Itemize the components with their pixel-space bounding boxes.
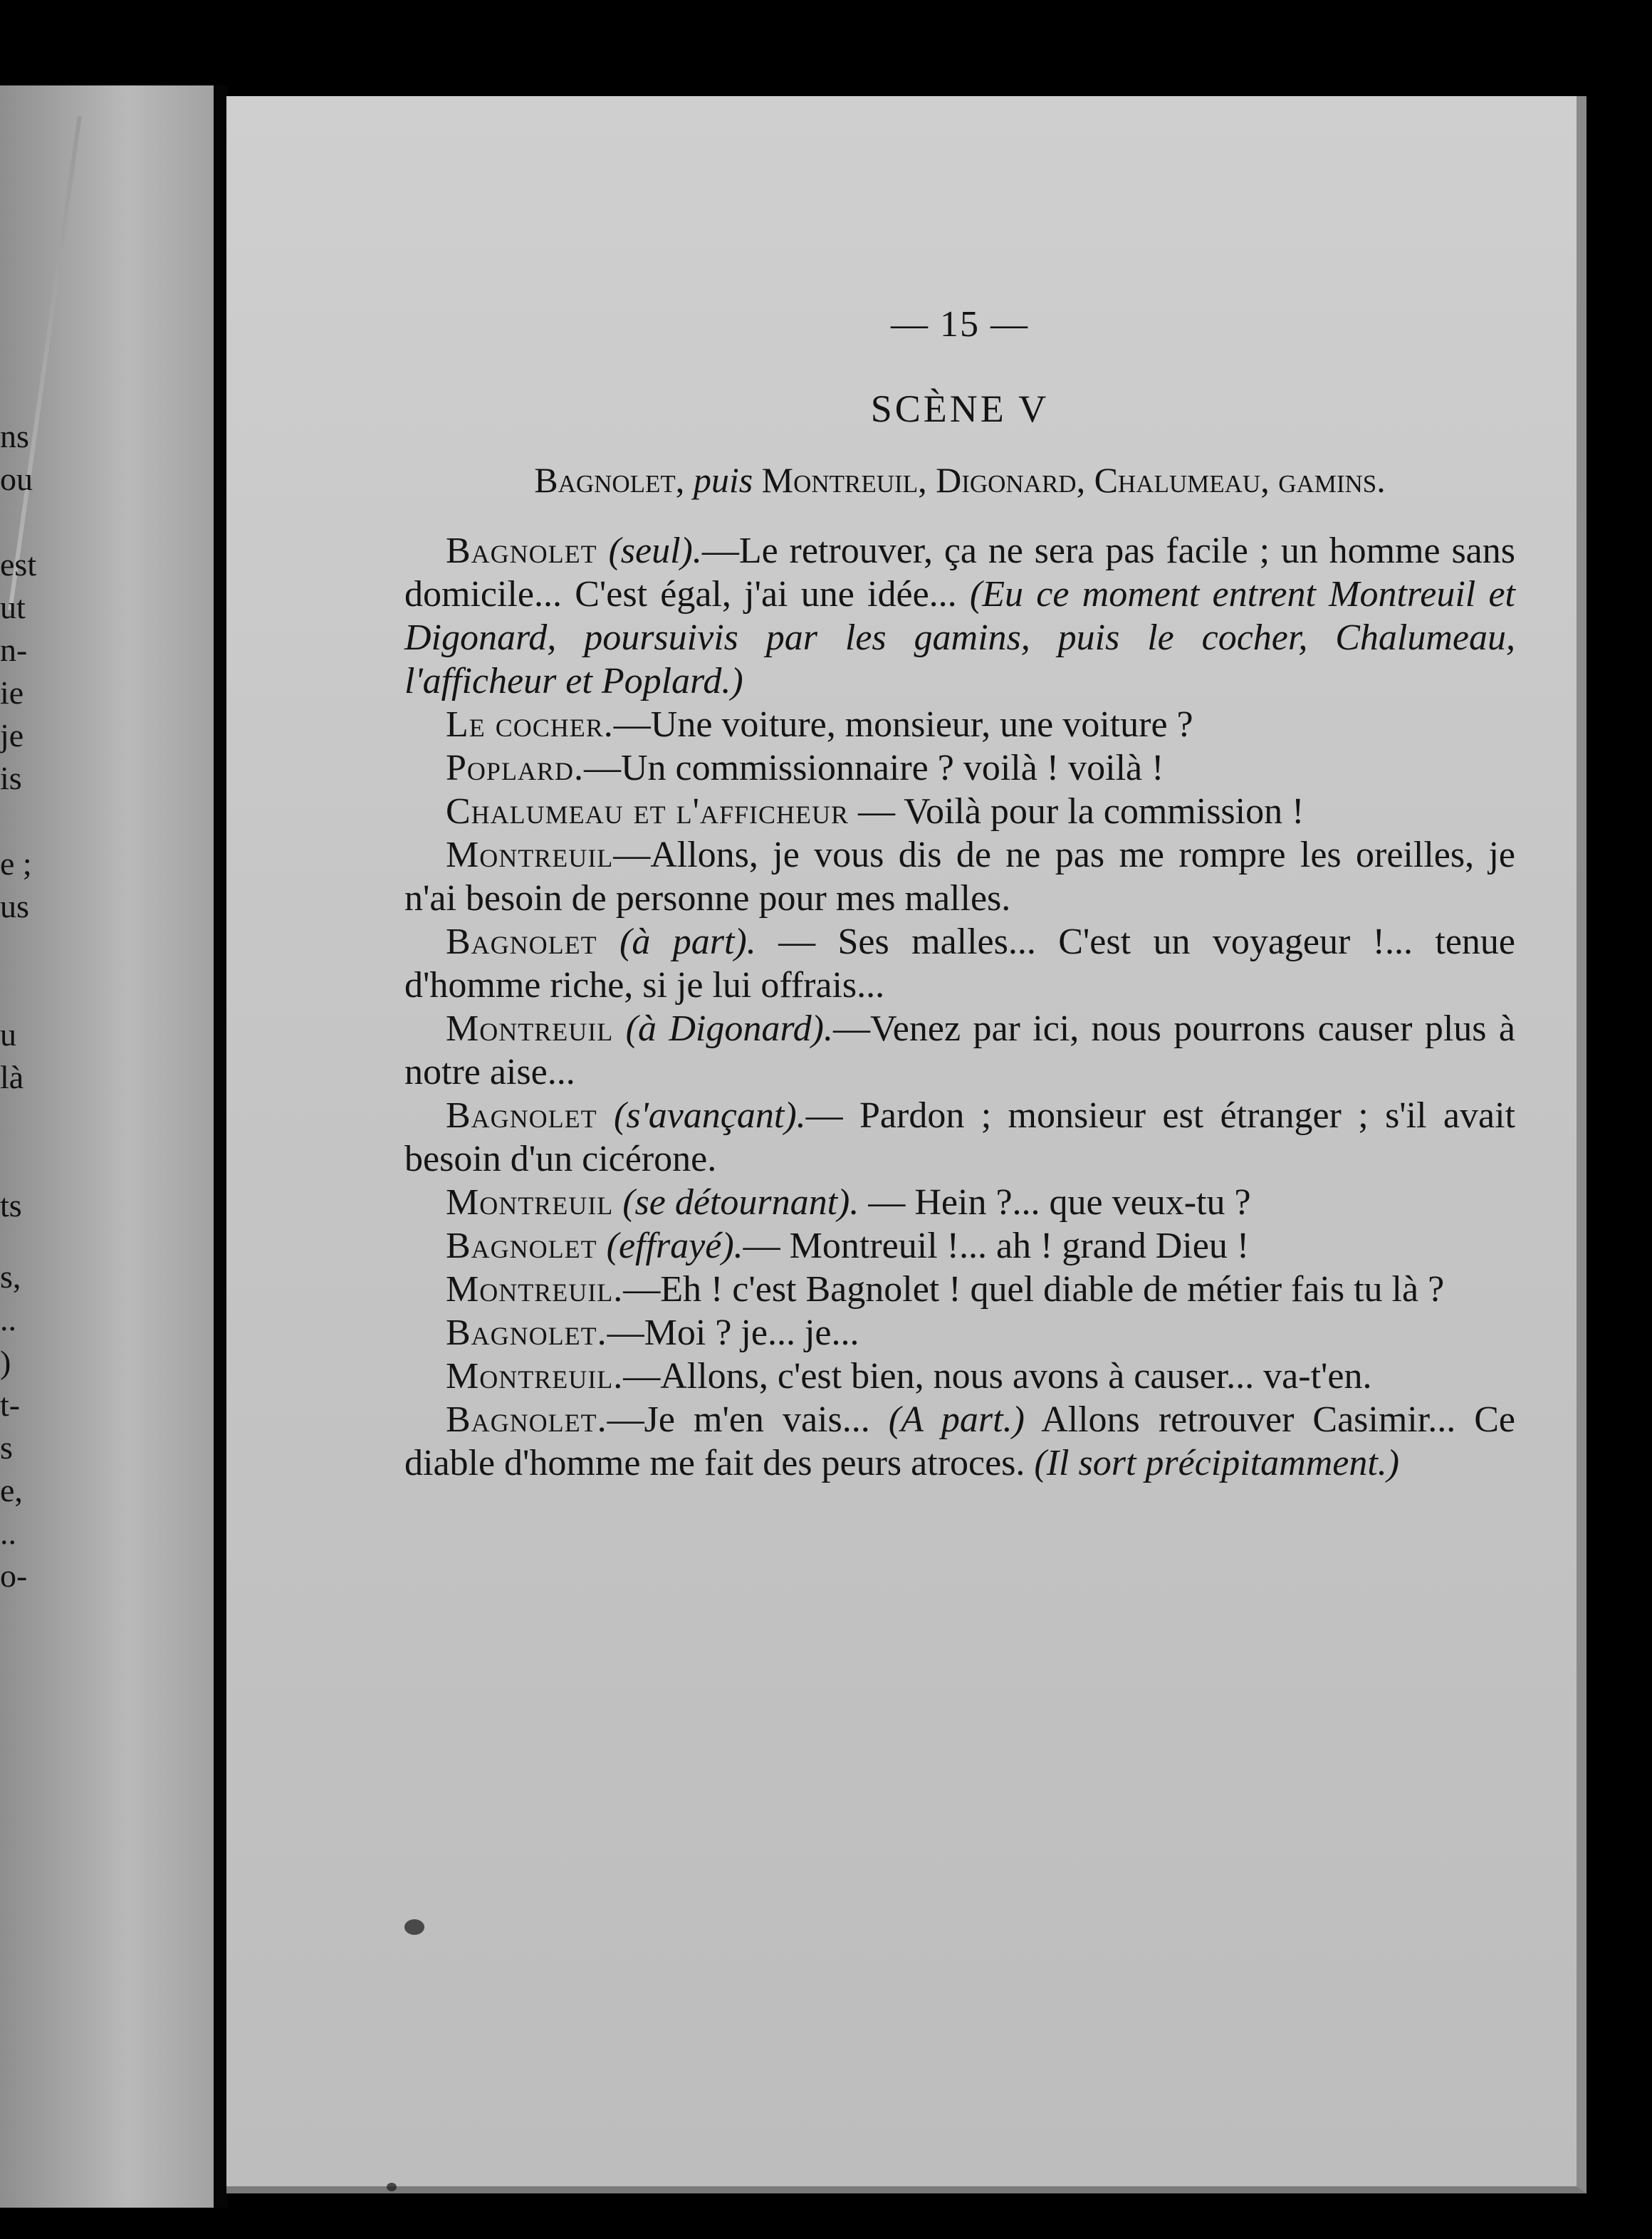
fragment: ut (0, 589, 26, 625)
page-text (404, 303, 1515, 1485)
speech-text: —Venez par ici, nous pourrons causer plus à notre aise... (404, 1008, 1516, 1092)
speech-text: —Un commissionnaire ? voilà ! voilà ! (583, 748, 1164, 788)
stage-direction: (se détournant). (622, 1182, 859, 1223)
stage-direction: (à Digonard). (625, 1008, 833, 1049)
speech (404, 703, 1515, 746)
cast-part: Montreuil, Digonard, Chalumeau, gamins. (753, 460, 1386, 500)
fragment: s, (0, 1258, 21, 1295)
speech-text: —Je m'en vais... (607, 1399, 889, 1440)
cast-part: Bagnolet, (534, 460, 694, 500)
cast-puis: puis (693, 460, 753, 500)
speaker-name: Poplard. (446, 748, 584, 788)
stage-direction: (A part.) (888, 1399, 1025, 1440)
speech (404, 790, 1515, 833)
stage-direction: (s'avançant). (614, 1095, 806, 1136)
speech-text: —Eh ! c'est Bagnolet ! quel diable de métier fais tu là ? (623, 1269, 1445, 1310)
speaker-name: Bagnolet. (446, 1399, 607, 1440)
speech-text: — Voilà pour la commission ! (849, 791, 1305, 832)
speech-text: —Une voiture, monsieur, une voiture ? (613, 704, 1193, 745)
left-page-fragments (0, 85, 214, 2208)
speech-text: —Allons, je vous dis de ne pas me rompre les oreilles, je n'ai besoin de personne pour mes malles. (404, 835, 1515, 919)
fragment: ie (0, 674, 24, 711)
page-number: — 15 — (891, 304, 1029, 345)
speaker-name: Chalumeau et l'afficheur (446, 791, 849, 832)
fragment: est (0, 546, 37, 583)
right-page (226, 96, 1586, 2193)
fragment: ou (0, 461, 33, 497)
speech-text: — Ses malles... C'est un voyageur !... tenue d'homme riche, si je lui offrais... (404, 922, 1515, 1006)
fragment: ns (0, 418, 29, 454)
fragment: t- (0, 1387, 21, 1423)
speaker-name: Le cocher. (446, 704, 614, 745)
fragment: là (0, 1059, 24, 1095)
fragment: .. (0, 1515, 16, 1551)
speech (404, 1268, 1515, 1311)
fragment: is (0, 760, 22, 796)
speech-text: — Pardon ; monsieur est étranger ; s'il avait besoin d'un cicérone. (404, 1095, 1515, 1179)
fragment: e ; (0, 845, 32, 882)
fragment: s (0, 1429, 13, 1466)
speech (404, 746, 1515, 790)
speech (404, 920, 1515, 1007)
speaker-name: Bagnolet (446, 1226, 597, 1266)
fragment: u (0, 1016, 16, 1053)
speech-text: — Hein ?... que veux-tu ? (859, 1182, 1251, 1223)
speech-text: —Le retrouver, ça ne sera pas facile ; un homme sans domicile... C'est égal, j'ai une idée... (404, 531, 1515, 615)
stage-direction: (effrayé). (606, 1226, 743, 1266)
fragment: n- (0, 632, 28, 668)
stage-direction: (seul). (608, 531, 702, 571)
speech-text: Allons retrouver Casimir... Ce diable d'homme me fait des peurs atroces. (404, 1399, 1516, 1483)
fragment: o- (0, 1557, 28, 1594)
speech (404, 1094, 1515, 1181)
speaker-name: Montreuil (446, 1182, 614, 1223)
speech (404, 1398, 1515, 1485)
speech (404, 529, 1515, 703)
cast-list (404, 459, 1515, 501)
fragment: ) (0, 1344, 11, 1380)
speaker-name: Bagnolet (446, 922, 597, 962)
speech (404, 1224, 1515, 1268)
speaker-name: Bagnolet (446, 531, 597, 571)
speech-text: —Moi ? je... je... (607, 1312, 859, 1353)
ink-stain (387, 2183, 397, 2191)
ink-stain (404, 1919, 424, 1935)
speaker-name: Montreuil. (446, 1356, 624, 1397)
stage-direction: (Il sort précipitamment.) (1034, 1443, 1400, 1483)
fragment: je (0, 717, 24, 753)
fragment: e, (0, 1472, 23, 1508)
speech-text: — Montreuil !... ah ! grand Dieu ! (743, 1226, 1250, 1266)
fragment: ts (0, 1187, 22, 1223)
speech (404, 1311, 1515, 1355)
book-spine (214, 85, 228, 2208)
speaker-name: Montreuil. (446, 1269, 624, 1310)
fragment: us (0, 888, 29, 924)
speaker-name: Montreuil (446, 1008, 614, 1049)
speaker-name: Montreuil (446, 835, 614, 875)
speaker-name: Bagnolet. (446, 1312, 607, 1353)
speech (404, 1355, 1515, 1398)
speech (404, 833, 1515, 920)
left-page (0, 85, 214, 2208)
speaker-name: Bagnolet (446, 1095, 597, 1136)
speech-text: —Allons, c'est bien, nous avons à causer... va-t'en. (623, 1356, 1372, 1397)
stage-direction: (Eu ce moment entrent Montreuil et Digonard, poursuivis par les gamins, puis le cocher, Chalumeau, l'afficheur et Poplard.) (404, 574, 1515, 701)
scene-title: SCÈNE V (870, 387, 1050, 430)
speech (404, 1007, 1515, 1094)
speech (404, 1181, 1515, 1224)
fragment: .. (0, 1301, 16, 1337)
stage-direction: (à part). (620, 922, 756, 962)
